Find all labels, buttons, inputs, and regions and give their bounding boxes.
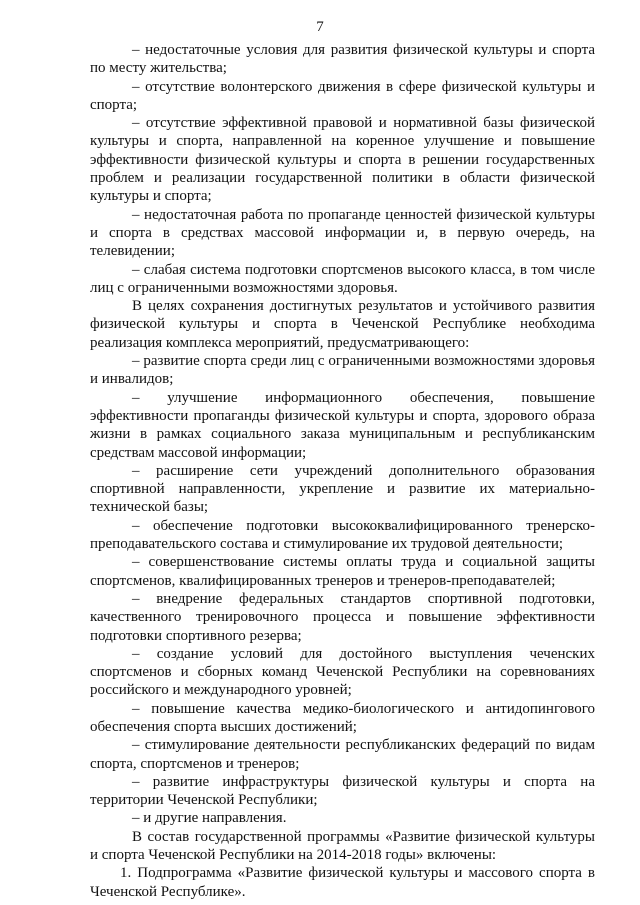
paragraph: В состав государственной программы «Развитие физической культуры и спорта Чеченской Республики на 2014-2018 годы» включены: — [90, 828, 595, 864]
paragraph: – развитие спорта среди лиц с ограниченными возможностями здоровья и инвалидов; — [90, 353, 595, 388]
paragraph: – улучшение информационного обеспечения, повышение эффективности пропаганды физической культуры и спорта, здорового образа жизни в рамках социального заказа муниципальным и республиканским средствам массовой информации; — [90, 389, 595, 461]
paragraph: – и другие направления. — [132, 810, 287, 827]
document-body — [90, 41, 595, 901]
paragraph: – слабая система подготовки спортсменов высокого класса, в том числе лиц с ограниченными возможностями здоровья. — [90, 261, 595, 296]
paragraph: – внедрение федеральных стандартов спортивной подготовки, качественного тренировочного процесса и повышение эффективности подготовки спортивного резерва; — [90, 590, 595, 644]
paragraph: – отсутствие волонтерского движения в сфере физической культуры и спорта; — [90, 78, 595, 113]
page-number: 7 — [316, 19, 324, 35]
paragraph: 1. Подпрограмма «Развитие физической культуры и массового спорта в Чеченской Республике». — [90, 865, 595, 900]
paragraph: – развитие инфраструктуры физической культуры и спорта на территории Чеченской Республики; — [90, 773, 595, 809]
paragraph: В целях сохранения достигнутых результатов и устойчивого развития физической культуры и спорта в Чеченской Республике необходима реализация комплекса мероприятий, предусматривающего: — [90, 298, 595, 351]
paragraph: – стимулирование деятельности республиканских федераций по видам спорта, спортсменов и тренеров; — [90, 737, 595, 772]
paragraph: – повышение качества медико-биологического и антидопингового обеспечения спорта высших достижений; — [90, 700, 595, 735]
paragraph: – совершенствование системы оплаты труда и социальной защиты спортсменов, квалифицированных тренеров и тренеров-преподавателей; — [90, 554, 595, 589]
paragraph: – создание условий для достойного выступления чеченских спортсменов и сборных команд Чеченской Республики на соревнованиях российского и международного уровней; — [90, 645, 595, 699]
paragraph: – расширение сети учреждений дополнительного образования спортивной направленности, укрепление и развитие их материально-технической базы; — [90, 462, 595, 516]
paragraph: – недостаточные условия для развития физической культуры и спорта по месту жительства; — [90, 42, 595, 77]
paragraph: – обеспечение подготовки высококвалифицированного тренерско-преподавательского состава и стимулирование их трудовой деятельности; — [90, 517, 595, 553]
paragraph: – недостаточная работа по пропаганде ценностей физической культуры и спорта в средствах массовой информации и, в первую очередь, на телевидении; — [90, 206, 595, 260]
paragraph: – отсутствие эффективной правовой и нормативной базы физической культуры и спорта, направленной на коренное улучшение и повышение эффективности физической культуры и спорта в решении государственных проблем и реализации государственной политики в области физической культуры и спорта; — [90, 115, 595, 205]
